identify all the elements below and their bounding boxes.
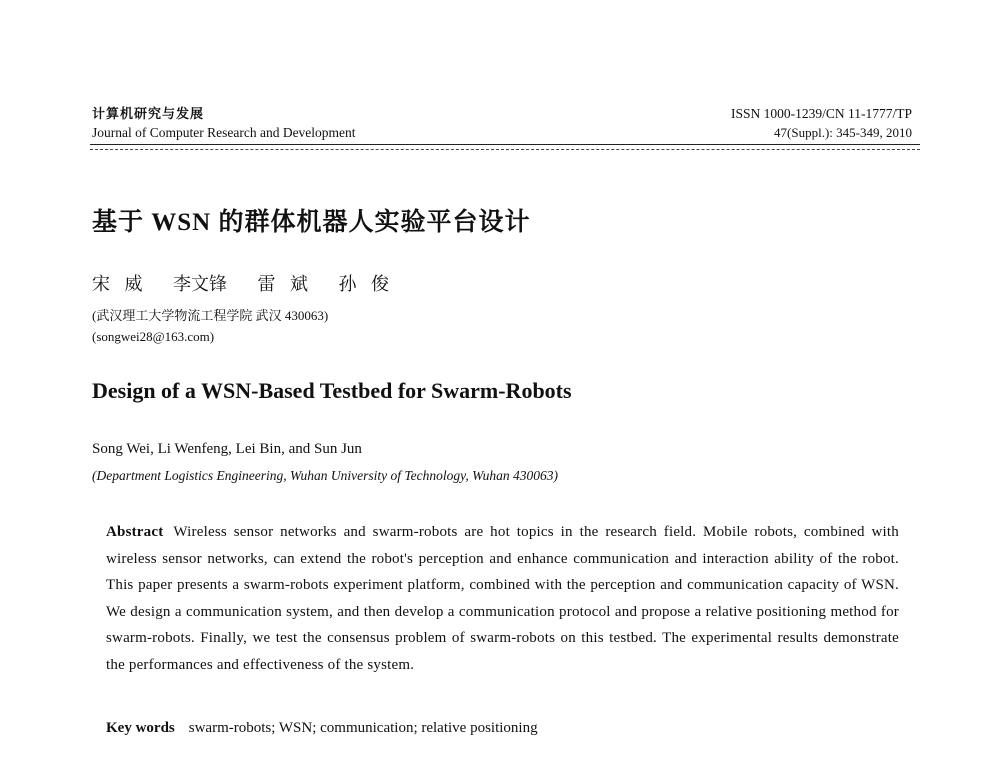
abstract-text: Wireless sensor networks and swarm-robots are hot topics in the research field. Mobile robots, combined with wireless sensor networks, can extend the robot's perception and enhance communication and interaction ability of the robot. This paper presents a swarm-robots experiment platform, combined with the perception and communication capacity of WSN. We design a communication system, and then develop a communication protocol and propose a relative positioning method for swarm-robots. Finally, we test the consensus problem of swarm-robots on this testbed. The experimental results demonstrate the performances and effectiveness of the system. — [106, 524, 899, 673]
authors-en: Song Wei, Li Wenfeng, Lei Bin, and Sun Jun — [92, 441, 362, 457]
volume-info: 47(Suppl.): 345-349, 2010 — [774, 125, 912, 140]
running-header-left — [92, 104, 356, 142]
author-cn: 李文锋 — [173, 274, 227, 294]
author-cn: 孙 俊 — [338, 274, 389, 294]
issn: ISSN 1000-1239/CN 11-1777/TP — [730, 106, 912, 121]
abstract-label: Abstract — [106, 524, 164, 540]
journal-title-cn: 计算机研究与发展 — [92, 106, 205, 121]
keywords — [106, 720, 538, 737]
affiliation-cn: (武汉理工大学物流工程学院 武汉 430063) — [92, 308, 329, 323]
keywords-text: swarm-robots; WSN; communication; relative positioning — [188, 720, 538, 736]
keywords-label: Key words — [106, 720, 175, 736]
authors-cn — [92, 270, 405, 296]
running-header-right — [731, 104, 912, 142]
author-cn: 雷 斌 — [257, 274, 308, 294]
author-email: (songwei28@163.com) — [92, 329, 215, 344]
header-rule — [90, 144, 920, 145]
paper-title-en: Design of a WSN-Based Testbed for Swarm-Robots — [92, 378, 572, 403]
affiliation-en: (Department Logistics Engineering, Wuhan University of Technology, Wuhan 430063) — [92, 468, 558, 483]
journal-title-en: Journal of Computer Research and Development — [92, 125, 356, 140]
abstract — [106, 519, 899, 678]
paper-title-cn: 基于 WSN 的群体机器人实验平台设计 — [92, 209, 531, 236]
header-rule-dashed — [90, 149, 920, 150]
author-cn: 宋 威 — [92, 274, 143, 294]
